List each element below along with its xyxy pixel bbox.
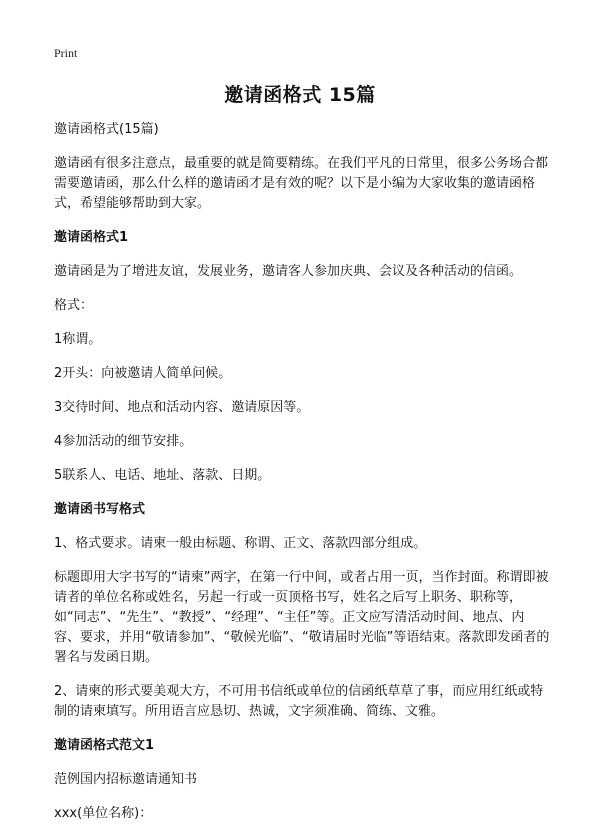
list-item: 3交待时间、地点和活动内容、邀请原因等。 — [54, 400, 310, 415]
print-label[interactable]: Print — [54, 46, 78, 60]
intro-paragraph: 邀请函有很多注意点，最重要的就是简要精练。在我们平凡的日常里，很多公务场合都需要邀请函，那么什么样的邀请函才是有效的呢？以下是小编为大家收集的邀请函格式，希望能够帮助到大家。 — [54, 156, 549, 211]
section3-paragraph-1: 范例国内招标邀请通知书 — [54, 772, 198, 787]
list-item: 5联系人、电话、地址、落款、日期。 — [54, 468, 271, 483]
section1-heading: 邀请函格式1 — [54, 230, 129, 245]
document-title: 邀请函格式 15篇 — [224, 84, 376, 106]
document-subtitle: 邀请函格式(15篇) — [54, 122, 159, 137]
section3-heading: 邀请函格式范文1 — [54, 738, 155, 753]
document-body — [54, 120, 550, 824]
list-item: 2开头：向被邀请人简单问候。 — [54, 366, 232, 381]
list-item: 1称谓。 — [54, 332, 102, 347]
section1-paragraph: 邀请函是为了增进友谊，发展业务，邀请客人参加庆典、会议及各种活动的信函。 — [54, 264, 523, 279]
section2-paragraph-1: 1、格式要求。请柬一般由标题、称谓、正文、落款四部分组成。 — [54, 536, 427, 551]
section3-paragraph-2: xxx(单位名称)： — [54, 806, 153, 821]
section2-heading: 邀请函书写格式 — [54, 502, 146, 517]
list-item: 4参加活动的细节安排。 — [54, 434, 193, 449]
section1-format-label: 格式： — [54, 298, 94, 313]
section2-paragraph-3: 2、请柬的形式要美观大方，不可用书信纸或单位的信函纸草草了事，而应用红纸或特制的请柬填写。所用语言应恳切、热诚，文字须准确、简练、文雅。 — [54, 684, 544, 719]
section2-paragraph-2: 标题即用大字书写的“请柬”两字，在第一行中间，或者占用一页，当作封面。称谓即被请者的单位名称或姓名，另起一行或一页顶格书写，姓名之后写上职务、职称等，如“同志”、“先生”、“教授”、“经理”、“主任”等。正文应写清活动时间、地点、内容、要求，并用“敬请参加”、“敬候光临”、“敬请届时光临”等语结束。落款即发函者的署名与发函日期。 — [54, 570, 550, 665]
